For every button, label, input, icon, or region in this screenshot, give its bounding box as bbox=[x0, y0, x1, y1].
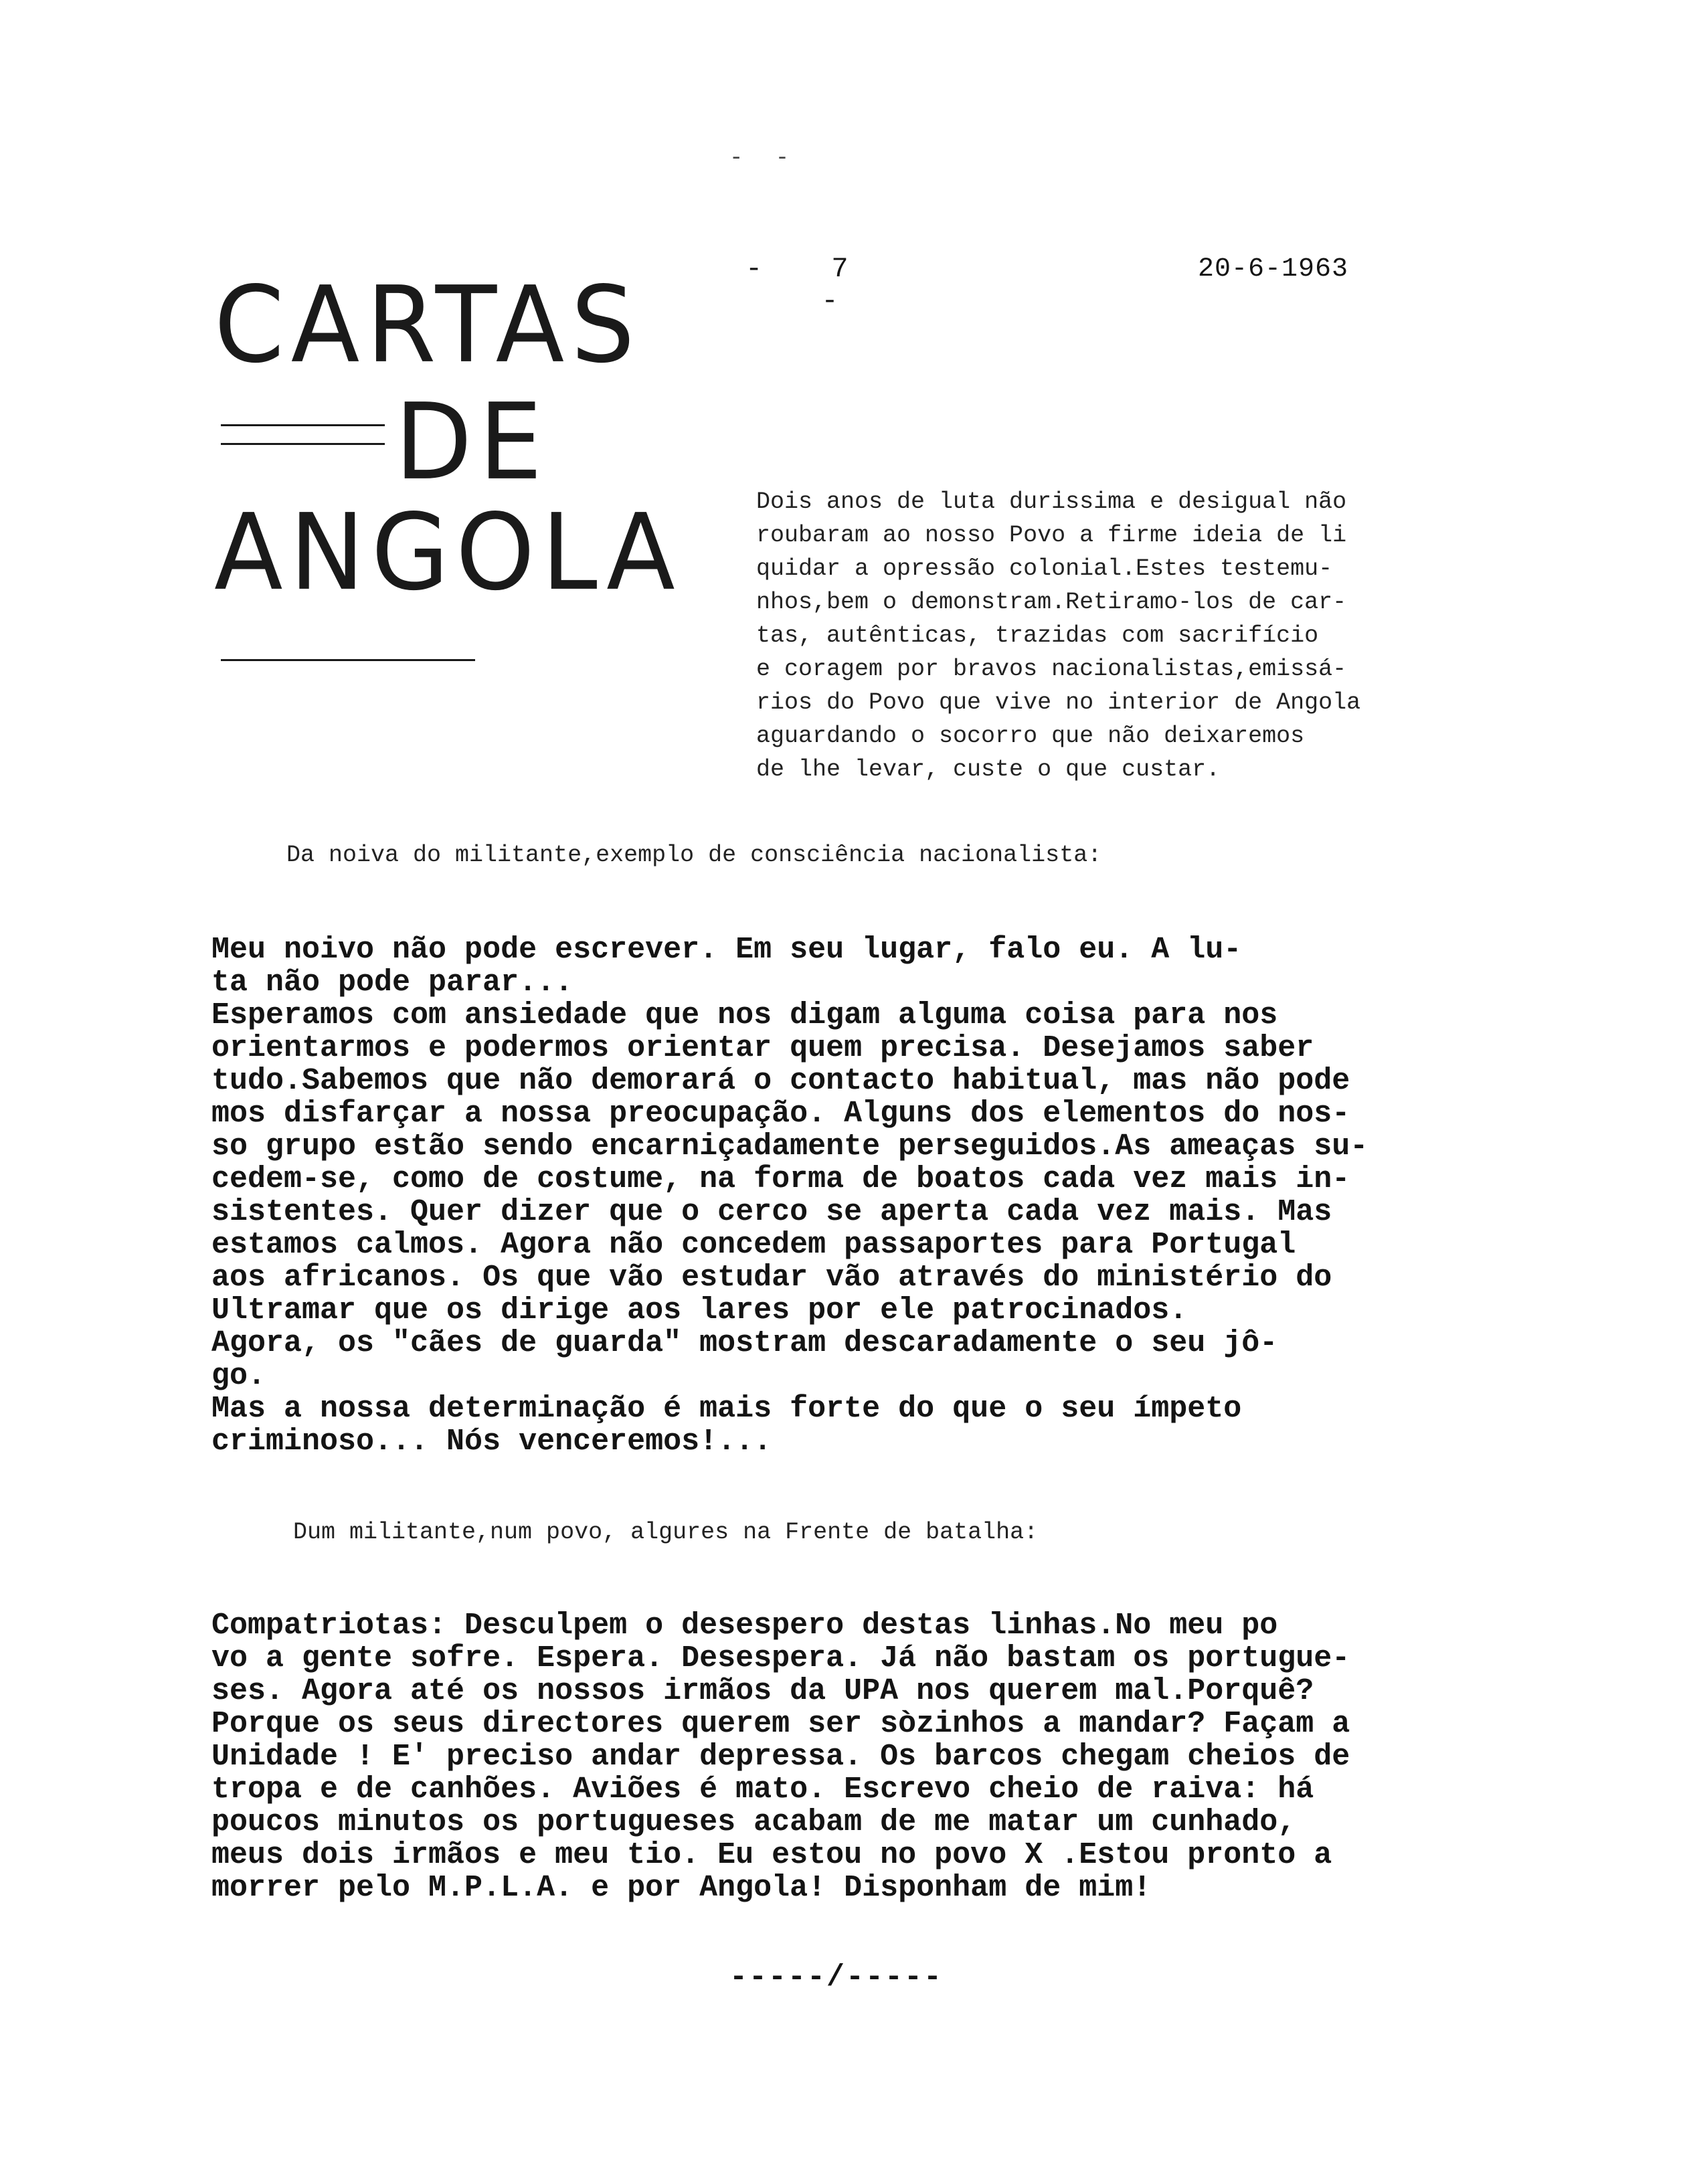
letter-line: cedem-se, como de costume, na forma de boatos cada vez mais in- bbox=[211, 1162, 1350, 1196]
letter-line: Esperamos com ansiedade que nos digam alguma coisa para nos bbox=[211, 998, 1278, 1032]
letter-line: mos disfarçar a nossa preocupação. Alguns dos elementos do nos- bbox=[211, 1097, 1350, 1131]
intro-line: roubaram ao nosso Povo a firme ideia de li bbox=[756, 522, 1347, 549]
title-rule-upper bbox=[221, 424, 385, 426]
letter-militant bbox=[211, 1609, 1350, 1904]
letter-fiancee bbox=[211, 933, 1368, 1458]
letter-line: Mas a nossa determinação é mais forte do que o seu ímpeto bbox=[211, 1392, 1242, 1426]
title-cartas: CARTAS bbox=[214, 264, 642, 387]
letter-line: Porque os seus directores querem ser sòzinhos a mandar? Façam a bbox=[211, 1707, 1350, 1741]
letter-line: go. bbox=[211, 1359, 266, 1393]
letter-line: orientarmos e podermos orientar quem precisa. Desejamos saber bbox=[211, 1031, 1314, 1065]
letter-line: vo a gente sofre. Espera. Desespera. Já não bastam os portugue- bbox=[211, 1641, 1350, 1675]
section-heading-fiancee: Da noiva do militante,exemplo de consciência nacionalista: bbox=[286, 842, 1102, 869]
letter-line: estamos calmos. Agora não concedem passaportes para Portugal bbox=[211, 1228, 1296, 1262]
letter-line: so grupo estão sendo encarniçadamente perseguidos.As ameaças su- bbox=[211, 1129, 1368, 1164]
section-heading-militant: Dum militante,num povo, algures na Frente de batalha: bbox=[293, 1519, 1039, 1546]
intro-line: Dois anos de luta durissima e desigual não bbox=[756, 488, 1347, 515]
letter-line: morrer pelo M.P.L.A. e por Angola! Disponham de mim! bbox=[211, 1871, 1152, 1905]
end-separator: -----/----- bbox=[729, 1961, 944, 1995]
intro-line: tas, autênticas, trazidas com sacrifício bbox=[756, 622, 1319, 649]
document-date: 20-6-1963 bbox=[1198, 254, 1349, 284]
title-rule-lower bbox=[221, 443, 385, 445]
letter-line: Ultramar que os dirige aos lares por ele patrocinados. bbox=[211, 1293, 1188, 1328]
intro-line: rios do Povo que vive no interior de Angola bbox=[756, 689, 1361, 716]
intro-line: de lhe levar, custe o que custar. bbox=[756, 756, 1221, 783]
intro-line: aguardando o socorro que não deixaremos bbox=[756, 723, 1305, 749]
letter-line: aos africanos. Os que vão estudar vão através do ministério do bbox=[211, 1261, 1332, 1295]
letter-line: Unidade ! E' preciso andar depressa. Os barcos chegam cheios de bbox=[211, 1740, 1350, 1774]
title-underline bbox=[221, 659, 475, 661]
letter-line: poucos minutos os portugueses acabam de me matar um cunhado, bbox=[211, 1805, 1296, 1839]
letter-line: tropa e de canhões. Aviões é mato. Escrevo cheio de raiva: há bbox=[211, 1772, 1314, 1807]
title-de: DE bbox=[395, 381, 549, 504]
letter-line: meus dois irmãos e meu tio. Eu estou no povo X .Estou pronto a bbox=[211, 1838, 1332, 1872]
intro-line: nhos,bem o demonstram.Retiramo-los de car- bbox=[756, 589, 1347, 616]
letter-line: sistentes. Quer dizer que o cerco se aperta cada vez mais. Mas bbox=[211, 1195, 1332, 1229]
letter-line: tudo.Sabemos que não demorará o contacto habitual, mas não pode bbox=[211, 1064, 1350, 1098]
page-number: - 7 - bbox=[745, 253, 849, 317]
top-marks: - - bbox=[729, 146, 799, 171]
page-number-value: 7 bbox=[831, 253, 849, 285]
intro-line: e coragem por bravos nacionalistas,emissá- bbox=[756, 656, 1347, 682]
letter-line: ta não pode parar... bbox=[211, 966, 573, 1000]
letter-line: criminoso... Nós venceremos!... bbox=[211, 1425, 772, 1459]
title-angola: ANGOLA bbox=[214, 492, 682, 614]
letter-line: Agora, os "cães de guarda" mostram descaradamente o seu jô- bbox=[211, 1326, 1278, 1360]
intro-line: quidar a opressão colonial.Estes testemu- bbox=[756, 555, 1333, 582]
letter-line: Compatriotas: Desculpem o desespero destas linhas.No meu po bbox=[211, 1609, 1278, 1643]
letter-line: Meu noivo não pode escrever. Em seu lugar, falo eu. A lu- bbox=[211, 933, 1242, 967]
letter-line: ses. Agora até os nossos irmãos da UPA nos querem mal.Porquê? bbox=[211, 1674, 1314, 1708]
intro-paragraph bbox=[756, 485, 1472, 786]
